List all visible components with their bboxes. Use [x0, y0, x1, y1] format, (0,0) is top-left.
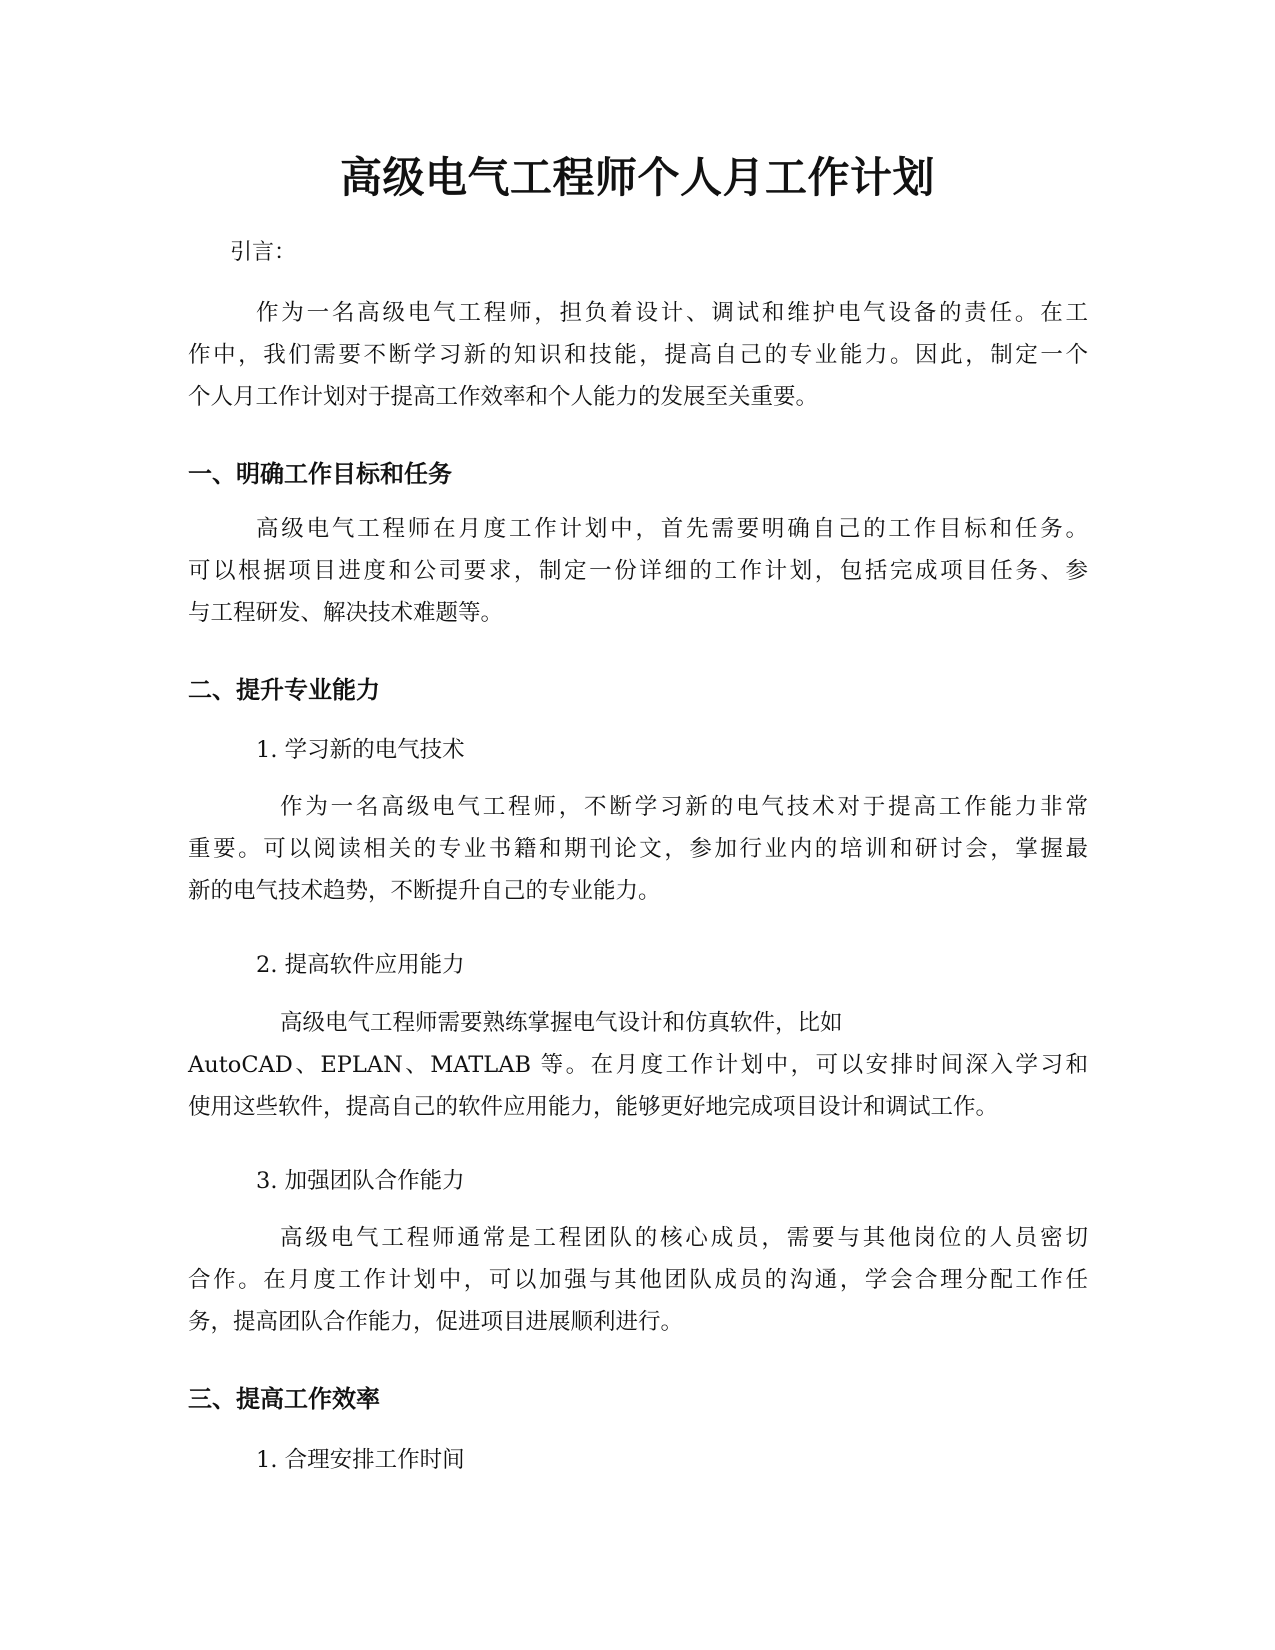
paragraph-line: 可以根据项目进度和公司要求，制定一份详细的工作计划，包括完成项目任务、参 [188, 558, 1088, 584]
paragraph-line: AutoCAD、EPLAN、MATLAB 等。在月度工作计划中，可以安排时间深入学习和 [188, 1052, 1088, 1078]
section-heading-2: 二、提升专业能力 [188, 676, 380, 704]
section-heading-3: 三、提高工作效率 [188, 1385, 380, 1413]
section-heading-1: 一、明确工作目标和任务 [188, 460, 452, 488]
paragraph-line: 高级电气工程师在月度工作计划中，首先需要明确自己的工作目标和任务。 [256, 516, 1088, 542]
paragraph-line: 作为一名高级电气工程师，担负着设计、调试和维护电气设备的责任。在工 [256, 300, 1088, 326]
paragraph-line: 合作。在月度工作计划中，可以加强与其他团队成员的沟通，学会合理分配工作任 [188, 1267, 1088, 1293]
intro-label: 引言： [230, 240, 297, 265]
paragraph-line: 重要。可以阅读相关的专业书籍和期刊论文，参加行业内的培训和研讨会，掌握最 [188, 836, 1088, 862]
intro-paragraph [188, 292, 1088, 418]
subitem-title: 1. 学习新的电气技术 [256, 737, 465, 763]
subitem-paragraph [188, 1002, 1088, 1128]
paragraph-line: 作中，我们需要不断学习新的知识和技能，提高自己的专业能力。因此，制定一个 [188, 342, 1088, 368]
paragraph-line: 高级电气工程师需要熟练掌握电气设计和仿真软件，比如 [280, 1010, 843, 1036]
subitem-paragraph [188, 786, 1088, 912]
document-title: 高级电气工程师个人月工作计划 [339, 153, 935, 202]
paragraph-line: 个人月工作计划对于提高工作效率和个人能力的发展至关重要。 [188, 384, 819, 410]
section1-paragraph [188, 508, 1088, 634]
paragraph-line: 作为一名高级电气工程师，不断学习新的电气技术对于提高工作能力非常 [280, 794, 1088, 820]
paragraph-line: 高级电气工程师通常是工程团队的核心成员，需要与其他岗位的人员密切 [280, 1225, 1088, 1251]
subitem-title: 1. 合理安排工作时间 [256, 1447, 465, 1473]
paragraph-line: 使用这些软件，提高自己的软件应用能力，能够更好地完成项目设计和调试工作。 [188, 1094, 999, 1120]
subitem-paragraph [188, 1217, 1088, 1343]
paragraph-line: 新的电气技术趋势，不断提升自己的专业能力。 [188, 878, 661, 904]
subitem-title: 3. 加强团队合作能力 [256, 1168, 465, 1194]
subitem-title: 2. 提高软件应用能力 [256, 952, 465, 978]
paragraph-line: 务，提高团队合作能力，促进项目进展顺利进行。 [188, 1309, 684, 1335]
paragraph-line: 与工程研发、解决技术难题等。 [188, 600, 504, 626]
